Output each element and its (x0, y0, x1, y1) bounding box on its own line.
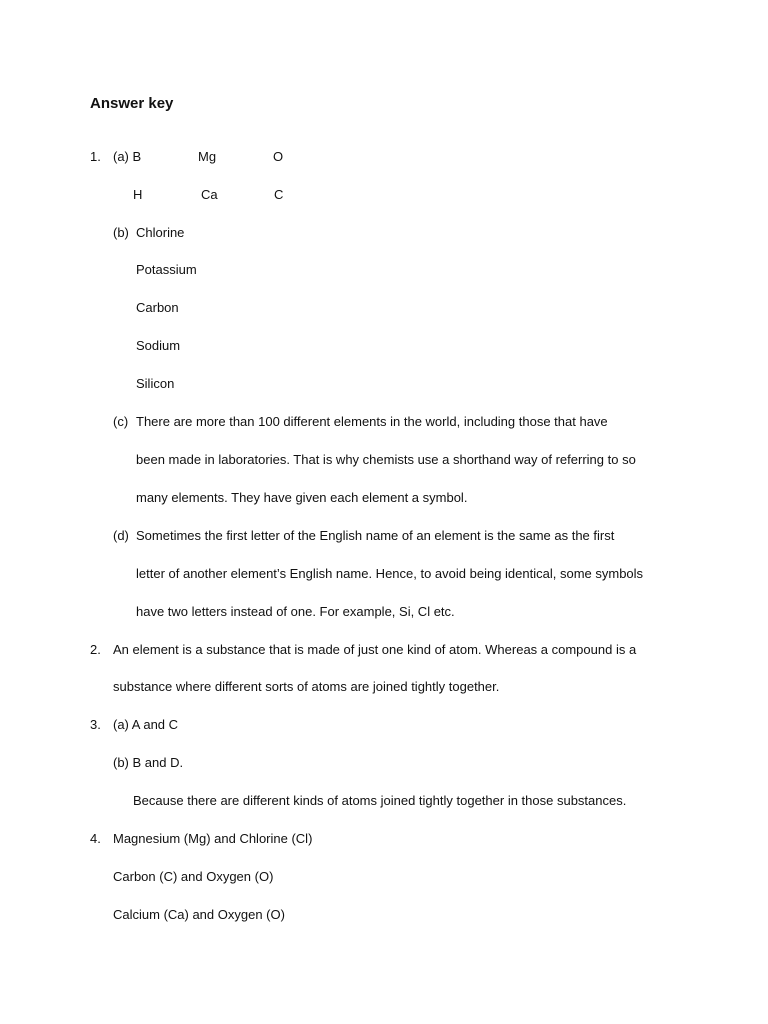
q1a-symbol: C (274, 187, 284, 202)
q3-reason: Because there are different kinds of atoms joined tightly together in those substances. (133, 793, 627, 808)
q4-number: 4. (90, 831, 101, 846)
q1d-line: Sometimes the first letter of the English name of an element is the same as the first (136, 528, 615, 543)
q1a-label: (a) B (113, 149, 142, 164)
page-title: Answer key (90, 95, 174, 112)
q1d-label: (d) (113, 528, 129, 543)
q1c-line: been made in laboratories. That is why chemists use a shorthand way of referring to so (136, 452, 636, 467)
q1b-item: Carbon (136, 300, 179, 315)
q1b-item: Chlorine (136, 225, 185, 240)
q1a-symbol: Mg (198, 149, 217, 164)
q1d-line: have two letters instead of one. For example, Si, Cl etc. (136, 604, 455, 619)
q3a-answer: (a) A and C (113, 717, 179, 732)
q1a-symbol: H (133, 187, 143, 202)
q1a-symbol: O (273, 149, 284, 164)
q2-line: An element is a substance that is made of just one kind of atom. Whereas a compound is a (113, 642, 637, 657)
q1b-item: Sodium (136, 338, 181, 353)
q4-line: Magnesium (Mg) and Chlorine (Cl) (113, 831, 313, 846)
q1-number: 1. (90, 149, 101, 164)
q1b-item: Silicon (136, 376, 175, 391)
q1a-symbol: Ca (201, 187, 218, 202)
q1b-item: Potassium (136, 262, 197, 277)
q3-number: 3. (90, 717, 101, 732)
q2-number: 2. (90, 642, 101, 657)
q4-line: Calcium (Ca) and Oxygen (O) (113, 907, 285, 922)
q1c-line: many elements. They have given each element a symbol. (136, 490, 468, 505)
q1d-line: letter of another element’s English name. Hence, to avoid being identical, some symbols (136, 566, 644, 581)
q3b-answer: (b) B and D. (113, 755, 184, 770)
q1c-label: (c) (113, 414, 129, 429)
q2-line: substance where different sorts of atoms are joined tightly together. (113, 679, 500, 694)
q4-line: Carbon (C) and Oxygen (O) (113, 869, 274, 884)
q1b-label: (b) (113, 225, 129, 240)
q1c-line: There are more than 100 different elements in the world, including those that have (136, 414, 608, 429)
